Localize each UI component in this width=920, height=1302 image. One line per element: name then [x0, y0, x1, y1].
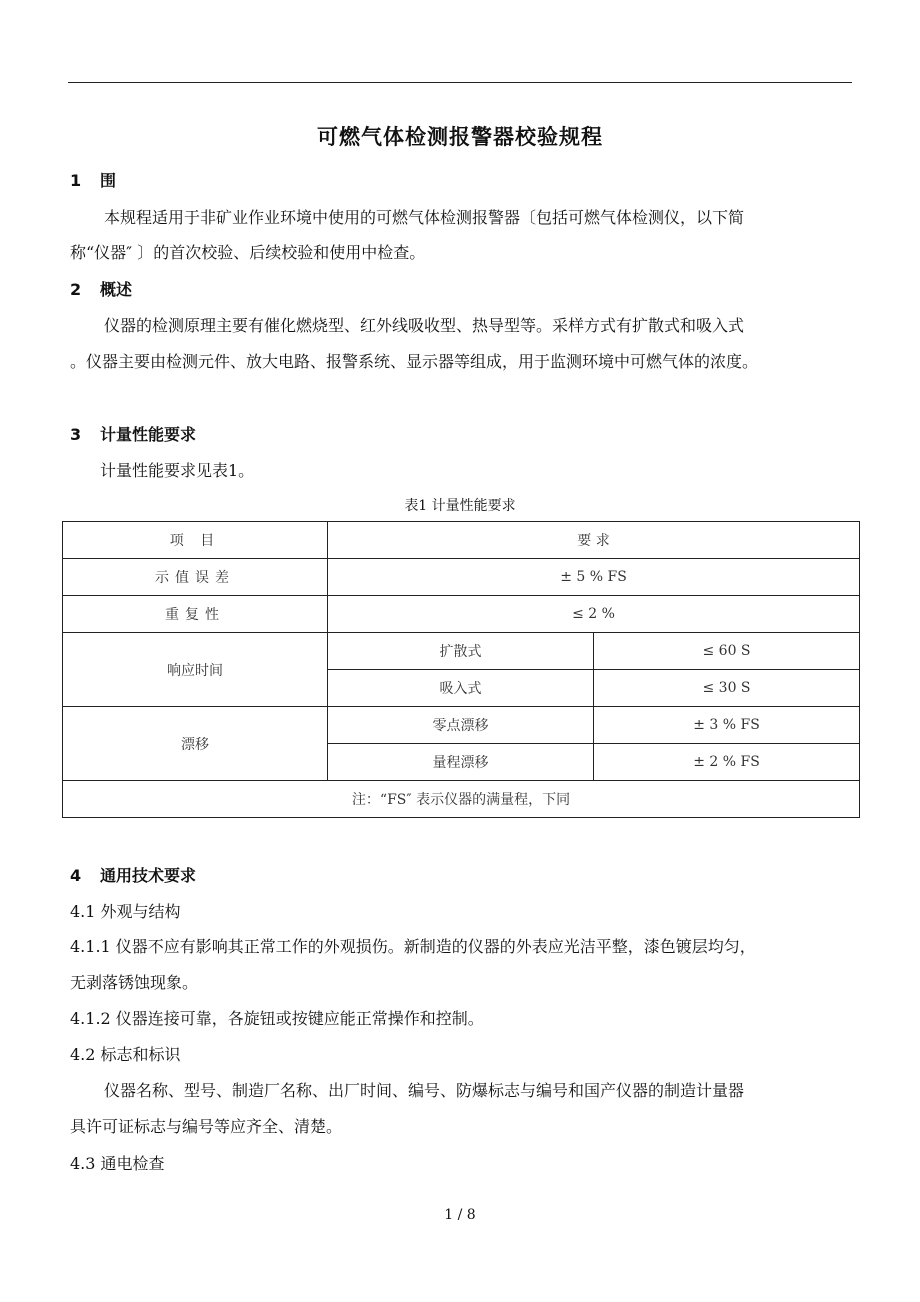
subsection-4-2-title: 4.2 标志和标识 — [70, 1045, 181, 1064]
section-3-heading — [70, 422, 196, 445]
table-header-requirement: 要 求 — [328, 522, 860, 559]
response-time-diffusion-value: ≤ 60 S — [594, 633, 860, 670]
document-title: 可燃气体检测报警器校验规程 — [317, 125, 603, 149]
response-time-suction-value: ≤ 30 S — [594, 670, 860, 707]
subsection-4-3-title: 4.3 通电检查 — [70, 1154, 165, 1173]
table-row — [63, 633, 860, 670]
section-2-heading — [70, 277, 132, 300]
section-2-number: 2 — [70, 280, 82, 299]
table-note: 注：“FS″ 表示仪器的满量程，下同 — [63, 781, 860, 818]
section-1-paragraph-line-1: 本规程适用于非矿业作业环境中使用的可燃气体检测报警器〔包括可燃气体检测仪，以下简 — [104, 208, 745, 227]
section-1-title: 围 — [100, 171, 117, 190]
response-time-suction-label: 吸入式 — [328, 670, 594, 707]
drift-span-value: ± 2 % FS — [594, 744, 860, 781]
repeatability-value: ≤ 2 % — [328, 596, 860, 633]
indication-error-label: 示值误差 — [63, 559, 328, 596]
section-4-heading — [70, 863, 196, 886]
section-1-number: 1 — [70, 171, 82, 190]
drift-span-label: 量程漂移 — [328, 744, 594, 781]
section-4-number: 4 — [70, 866, 82, 885]
section-2-paragraph-line-2: 。仪器主要由检测元件、放大电路、报警系统、显示器等组成，用于监测环境中可燃气体的浓度。 — [70, 352, 759, 371]
table-note-row — [63, 781, 860, 818]
table-1-caption: 表1 计量性能要求 — [404, 498, 516, 514]
item-4-1-2: 4.1.2 仪器连接可靠，各旋钮或按键应能正常操作和控制。 — [70, 1009, 484, 1028]
section-4-title: 通用技术要求 — [100, 866, 197, 885]
table-header-row — [63, 522, 860, 559]
drift-zero-label: 零点漂移 — [328, 707, 594, 744]
table-header-item: 项 目 — [63, 522, 328, 559]
section-3-number: 3 — [70, 425, 82, 444]
item-4-1-1-line-2: 无剥落锈蚀现象。 — [70, 973, 199, 992]
subsection-4-1-title: 4.1 外观与结构 — [70, 902, 181, 921]
header-rule — [68, 82, 852, 83]
repeatability-label: 重复性 — [63, 596, 328, 633]
page-number: 1 / 8 — [444, 1207, 476, 1223]
table-row — [63, 596, 860, 633]
subsection-4-2-line-2: 具许可证标志与编号等应齐全、清楚。 — [70, 1117, 343, 1136]
indication-error-value: ± 5 % FS — [328, 559, 860, 596]
drift-zero-value: ± 3 % FS — [594, 707, 860, 744]
performance-requirements-table — [62, 521, 860, 818]
response-time-label: 响应时间 — [63, 633, 328, 707]
response-time-diffusion-label: 扩散式 — [328, 633, 594, 670]
section-3-title: 计量性能要求 — [100, 425, 197, 444]
section-1-heading — [70, 168, 116, 191]
section-1-paragraph-line-2: 称“仪器″ 〕的首次校验、后续校验和使用中检查。 — [70, 243, 426, 262]
subsection-4-2-line-1: 仪器名称、型号、制造厂名称、出厂时间、编号、防爆标志与编号和国产仪器的制造计量器 — [104, 1081, 745, 1100]
section-2-title: 概述 — [100, 280, 133, 299]
drift-label: 漂移 — [63, 707, 328, 781]
table-row — [63, 559, 860, 596]
section-2-paragraph-line-1: 仪器的检测原理主要有催化燃烧型、红外线吸收型、热导型等。采样方式有扩散式和吸入式 — [104, 316, 745, 335]
section-3-paragraph: 计量性能要求见表1。 — [100, 461, 255, 480]
item-4-1-1-line-1: 4.1.1 仪器不应有影响其正常工作的外观损伤。新制造的仪器的外表应光洁平整，漆色镀层均匀， — [70, 937, 756, 956]
table-row — [63, 707, 860, 744]
